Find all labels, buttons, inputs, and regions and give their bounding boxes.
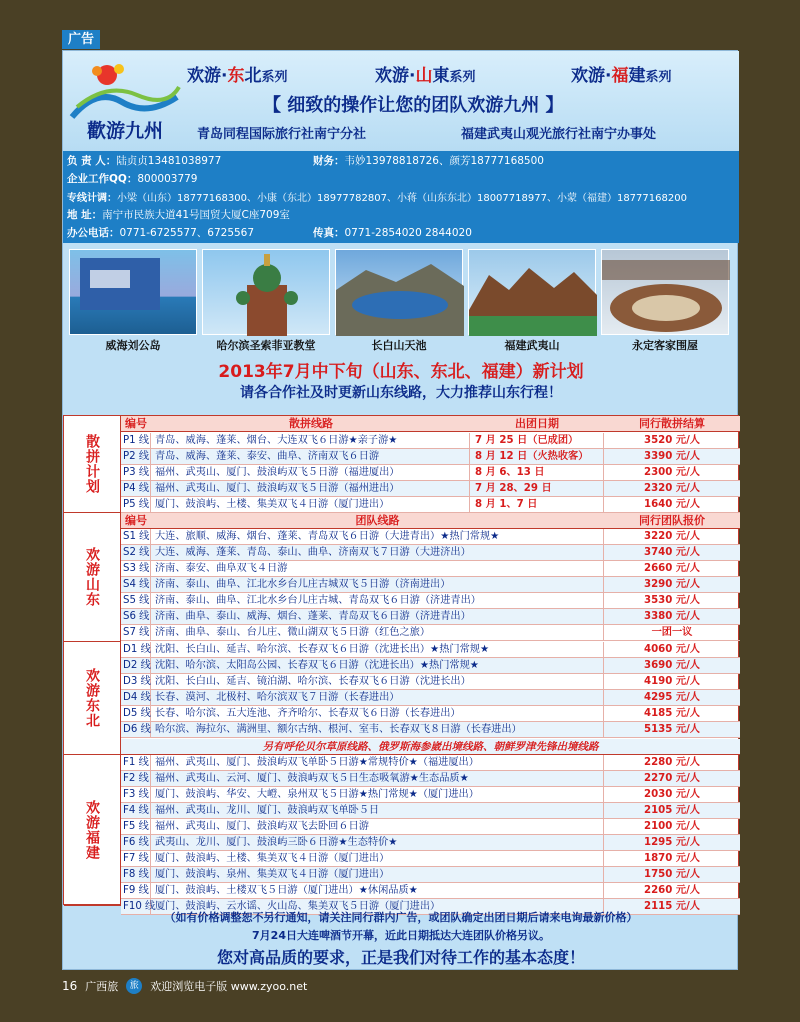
caption-tulou: 永定客家围屋 [632, 339, 698, 352]
table-row [121, 481, 740, 497]
cell-code: F5 线 [121, 819, 151, 835]
cell-code: F9 线 [121, 883, 151, 899]
cell-date: 7 月 28、29 日 [471, 481, 604, 497]
cell-route: 武夷山、龙川、厦门、鼓浪屿三卧６日游★生态特价★ [152, 835, 604, 851]
cell-code: S3 线 [121, 561, 151, 577]
motto: 您对高品质的要求，正是我们对待工作的基本态度！ [216, 948, 585, 967]
cell-price: 2260 元/人 [644, 885, 700, 896]
cell-route: 大连、威海、蓬莱、青岛、泰山、曲阜、济南双飞７日游（大进济出） [152, 545, 604, 561]
cell-code: P3 线 [121, 465, 151, 481]
cell-price: 3380 元/人 [644, 611, 700, 622]
table-row [121, 706, 740, 722]
cell-price: 2030 元/人 [644, 789, 700, 800]
table-row [121, 690, 740, 706]
dalian-note: 7月24日大连啤酒节开幕，近此日期抵达大连团队价格另议。 [252, 929, 550, 942]
section-shandong: 欢游山东 [64, 513, 121, 642]
caption-weihai: 威海刘公岛 [105, 339, 161, 352]
cell-price: 3520 元/人 [644, 435, 700, 446]
cell-route: 青岛、威海、蓬莱、泰安、曲阜、济南双飞６日游 [152, 449, 470, 465]
cell-code: P1 线 [121, 433, 151, 449]
cell-price: 3390 元/人 [644, 451, 700, 462]
cell-price: 2300 元/人 [644, 467, 700, 478]
page-footer [62, 976, 307, 996]
cell-route: 福州、武夷山、厦门、鼓浪屿双飞５日游（福进厦出） [152, 465, 470, 481]
qq-row: 企业工作QQ：800003779 [67, 173, 198, 185]
cell-price: 2270 元/人 [644, 773, 700, 784]
section-scatter: 散拼计划 [64, 416, 121, 513]
cell-code: D2 线 [121, 658, 151, 674]
cell-code: F3 线 [121, 787, 151, 803]
table-row [121, 658, 740, 674]
cell-price: 5135 元/人 [644, 724, 700, 735]
table-row [121, 835, 740, 851]
cell-code: P5 线 [121, 497, 151, 513]
table-row [121, 577, 740, 593]
cell-route: 哈尔滨、海拉尔、满洲里、额尔古纳、根河、室韦、长春双飞８日游（长春进出） [152, 722, 604, 738]
cell-date: 7 月 25 日（已成团） [471, 433, 604, 449]
section-fujian: 欢游福建 [64, 755, 121, 906]
photo-weihai [69, 249, 197, 335]
cell-route: 福州、武夷山、云河、厦门、鼓浪屿双飞５日生态吸氧游★生态品质★ [152, 771, 604, 787]
cell-code: D4 线 [121, 690, 151, 706]
table-row [121, 465, 740, 481]
cell-code: S7 线 [121, 625, 151, 641]
cell-code: P4 线 [121, 481, 151, 497]
cell-code: D6 线 [121, 722, 151, 738]
table-row [121, 819, 740, 835]
table-row [121, 803, 740, 819]
address-row: 地 址：南宁市民族大道41号国贸大厦C座709室 [67, 209, 290, 221]
caption-harbin: 哈尔滨圣索菲亚教堂 [216, 339, 316, 352]
scatter-header: 编号 散拼线路 出团日期 同行散拼结算 [121, 416, 740, 432]
cell-price: 2280 元/人 [644, 757, 700, 768]
cell-route: 厦门、鼓浪屿、土楼双飞５日游（厦门进出）★休闲品质★ [152, 883, 604, 899]
cell-price: 3740 元/人 [644, 547, 700, 558]
cell-route: 厦门、鼓浪屿、土楼、集美双飞４日游（厦门进出） [152, 851, 604, 867]
table-row [121, 593, 740, 609]
plan-title: 2013年7月中下旬（山东、东北、福建）新计划 [218, 362, 584, 382]
photo-changbai [335, 249, 463, 335]
cell-route: 长春、漠河、北极村、哈尔滨双飞７日游（长春进出） [152, 690, 604, 706]
table-row [121, 433, 740, 449]
cell-route: 沈阳、长白山、延吉、哈尔滨、长春双飞６日游（沈进长出）★热门常规★ [152, 642, 604, 658]
company-wuyishan: 福建武夷山观光旅行社南宁办事处 [461, 127, 657, 142]
cell-route: 济南、泰安、曲阜双飞４日游 [152, 561, 604, 577]
table-row [121, 851, 740, 867]
header-banner [63, 51, 739, 151]
table-row [121, 771, 740, 787]
cell-price: 2100 元/人 [644, 821, 700, 832]
cell-route: 大连、旅顺、威海、烟台、蓬莱、青岛双飞６日游（大进青出）★热门常规★ [152, 529, 604, 545]
series-northeast: 欢游·东北系列 [187, 66, 288, 86]
cell-price: 3530 元/人 [644, 595, 700, 606]
cell-code: D1 线 [121, 642, 151, 658]
cell-code: F7 线 [121, 851, 151, 867]
cell-price: 3220 元/人 [644, 531, 700, 542]
cell-code: D5 线 [121, 706, 151, 722]
cell-price: 1295 元/人 [644, 837, 700, 848]
cell-code: S1 线 [121, 529, 151, 545]
cell-price: 2105 元/人 [644, 805, 700, 816]
slogan: 【 细致的操作让您的团队欢游九州 】 [263, 95, 564, 116]
table-row [121, 497, 740, 513]
cell-price: 4060 元/人 [644, 644, 700, 655]
table-row [121, 674, 740, 690]
magazine-name: 广西旅 [85, 980, 119, 993]
finance-row: 财务：韦妙13978818726、颜芳18777168500 [313, 155, 544, 167]
cell-route: 济南、曲阜、泰山、台儿庄、微山湖双飞５日游（红色之旅） [152, 625, 604, 641]
company-qingdao: 青岛同程国际旅行社南宁分社 [197, 127, 367, 142]
cell-price: 3290 元/人 [644, 579, 700, 590]
photo-strip [63, 249, 739, 353]
cell-price: 4295 元/人 [644, 692, 700, 703]
cell-price: 3690 元/人 [644, 660, 700, 671]
magazine-tagline[interactable]: 欢迎浏览电子版 www.zyoo.net [150, 980, 308, 993]
cell-route: 沈阳、哈尔滨、太阳岛公园、长春双飞６日游（沈进长出）★热门常规★ [152, 658, 604, 674]
table-row [121, 449, 740, 465]
cell-price: 4185 元/人 [644, 708, 700, 719]
cell-code: P2 线 [121, 449, 151, 465]
photo-tulou [601, 249, 729, 335]
cell-date: 8 月 1、7 日 [471, 497, 604, 513]
table-row [121, 529, 740, 545]
photo-wuyishan [468, 249, 596, 335]
series-shandong: 欢游·山東系列 [375, 66, 476, 86]
cell-price: 1640 元/人 [644, 499, 700, 510]
table-row [121, 722, 740, 738]
cell-code: S4 线 [121, 577, 151, 593]
table-row [121, 755, 740, 771]
cell-price: 一团一议 [651, 627, 693, 638]
cell-date: 8 月 12 日（火热收客） [471, 449, 604, 465]
plan-subtitle: 请各合作社及时更新山东线路，大力推荐山东行程！ [240, 385, 562, 401]
cell-route: 厦门、鼓浪屿、泉州、集美双飞４日游（厦门进出） [152, 867, 604, 883]
caption-wuyishan: 福建武夷山 [504, 339, 560, 352]
plan-row: 专线计调：小梁（山东）18777168300、小康（东北）18977782807、小蒋（山东东北）18007718977、小蒙（福建）18777168200 [67, 193, 687, 204]
cell-route: 厦门、鼓浪屿、华安、大嶝、泉州双飞５日游★热门常规★（厦门进出） [152, 787, 604, 803]
cell-price: 2320 元/人 [644, 483, 700, 494]
cell-code: F6 线 [121, 835, 151, 851]
caption-changbai: 长白山天池 [371, 339, 427, 352]
cell-route: 济南、泰山、曲阜、江北水乡台儿庄古城双飞５日游（济南进出） [152, 577, 604, 593]
office-row: 办公电话：0771-6725577、6725567 [67, 227, 255, 239]
route-table [63, 415, 739, 912]
table-row [121, 867, 740, 883]
price-note: （如有价格调整恕不另行通知，请关注同行群内广告，或团队确定出团日期后请来电询最新价格） [164, 911, 638, 924]
table-row [121, 545, 740, 561]
table-row [121, 561, 740, 577]
cell-route: 济南、曲阜、泰山、威海、烟台、蓬莱、青岛双飞６日游（济进青出） [152, 609, 604, 625]
page-number: 16 [62, 979, 78, 993]
cell-code: F1 线 [121, 755, 151, 771]
cell-price: 2660 元/人 [644, 563, 700, 574]
cell-date: 8 月 6、13 日 [471, 465, 604, 481]
cell-route: 长春、哈尔滨、五大连池、齐齐哈尔、长春双飞６日游（长春进出） [152, 706, 604, 722]
table-row [121, 787, 740, 803]
table-row [121, 625, 740, 641]
svg-text:歡游九州: 歡游九州 [86, 120, 164, 142]
cell-route: 沈阳、长白山、延吉、镜泊湖、哈尔滨、长春双飞６日游（沈进长出） [152, 674, 604, 690]
table-row [121, 883, 740, 899]
cell-price: 2115 元/人 [644, 901, 700, 912]
cell-price: 4190 元/人 [644, 676, 700, 687]
logo [67, 57, 183, 143]
cell-route: 福州、武夷山、厦门、鼓浪屿双飞单卧５日游★常规特价★（福进厦出） [152, 755, 604, 771]
magazine-badge-icon: 旅 [126, 978, 142, 994]
cell-code: F4 线 [121, 803, 151, 819]
cell-route: 福州、武夷山、龙川、厦门、鼓浪屿双飞单卧５日 [152, 803, 604, 819]
cell-code: S2 线 [121, 545, 151, 561]
cell-route: 福州、武夷山、厦门、鼓浪屿双飞去卧回６日游 [152, 819, 604, 835]
cell-code: F8 线 [121, 867, 151, 883]
fax-row: 传真：0771-2854020 2844020 [313, 227, 472, 239]
cell-code: F10 线 [121, 899, 151, 915]
cell-route: 青岛、威海、蓬莱、烟台、大连双飞６日游★亲子游★ [152, 433, 470, 449]
section-northeast: 欢游东北 [64, 642, 121, 755]
manager-row: 负 责 人：陆贞贞13481038977 [67, 155, 222, 167]
cell-code: D3 线 [121, 674, 151, 690]
series-fujian: 欢游·福建系列 [571, 66, 672, 86]
cell-price: 1750 元/人 [644, 869, 700, 880]
photo-harbin [202, 249, 330, 335]
cell-route: 济南、泰山、曲阜、江北水乡台儿庄古城、青岛双飞６日游（济进青出） [152, 593, 604, 609]
table-row [121, 609, 740, 625]
cell-code: S5 线 [121, 593, 151, 609]
cell-price: 1870 元/人 [644, 853, 700, 864]
cell-route: 厦门、鼓浪屿、云水谣、火山岛、集美双飞５日游（厦门进出） [152, 899, 604, 915]
extra-routes-note: 另有呼伦贝尔草原线路、俄罗斯海参崴出境线路、朝鲜罗津先锋出境线路 [121, 739, 740, 755]
ad-tag: 广告 [62, 30, 100, 49]
team-header-shandong: 编号 团队线路 同行团队报价 [121, 513, 740, 529]
advertisement-page [62, 50, 738, 970]
cell-route: 厦门、鼓浪屿、土楼、集美双飞４日游（厦门进出） [152, 497, 470, 513]
cell-code: S6 线 [121, 609, 151, 625]
table-row [121, 642, 740, 658]
cell-code: F2 线 [121, 771, 151, 787]
contact-info [63, 151, 739, 243]
cell-route: 福州、武夷山、厦门、鼓浪屿双飞５日游（福州进出） [152, 481, 470, 497]
